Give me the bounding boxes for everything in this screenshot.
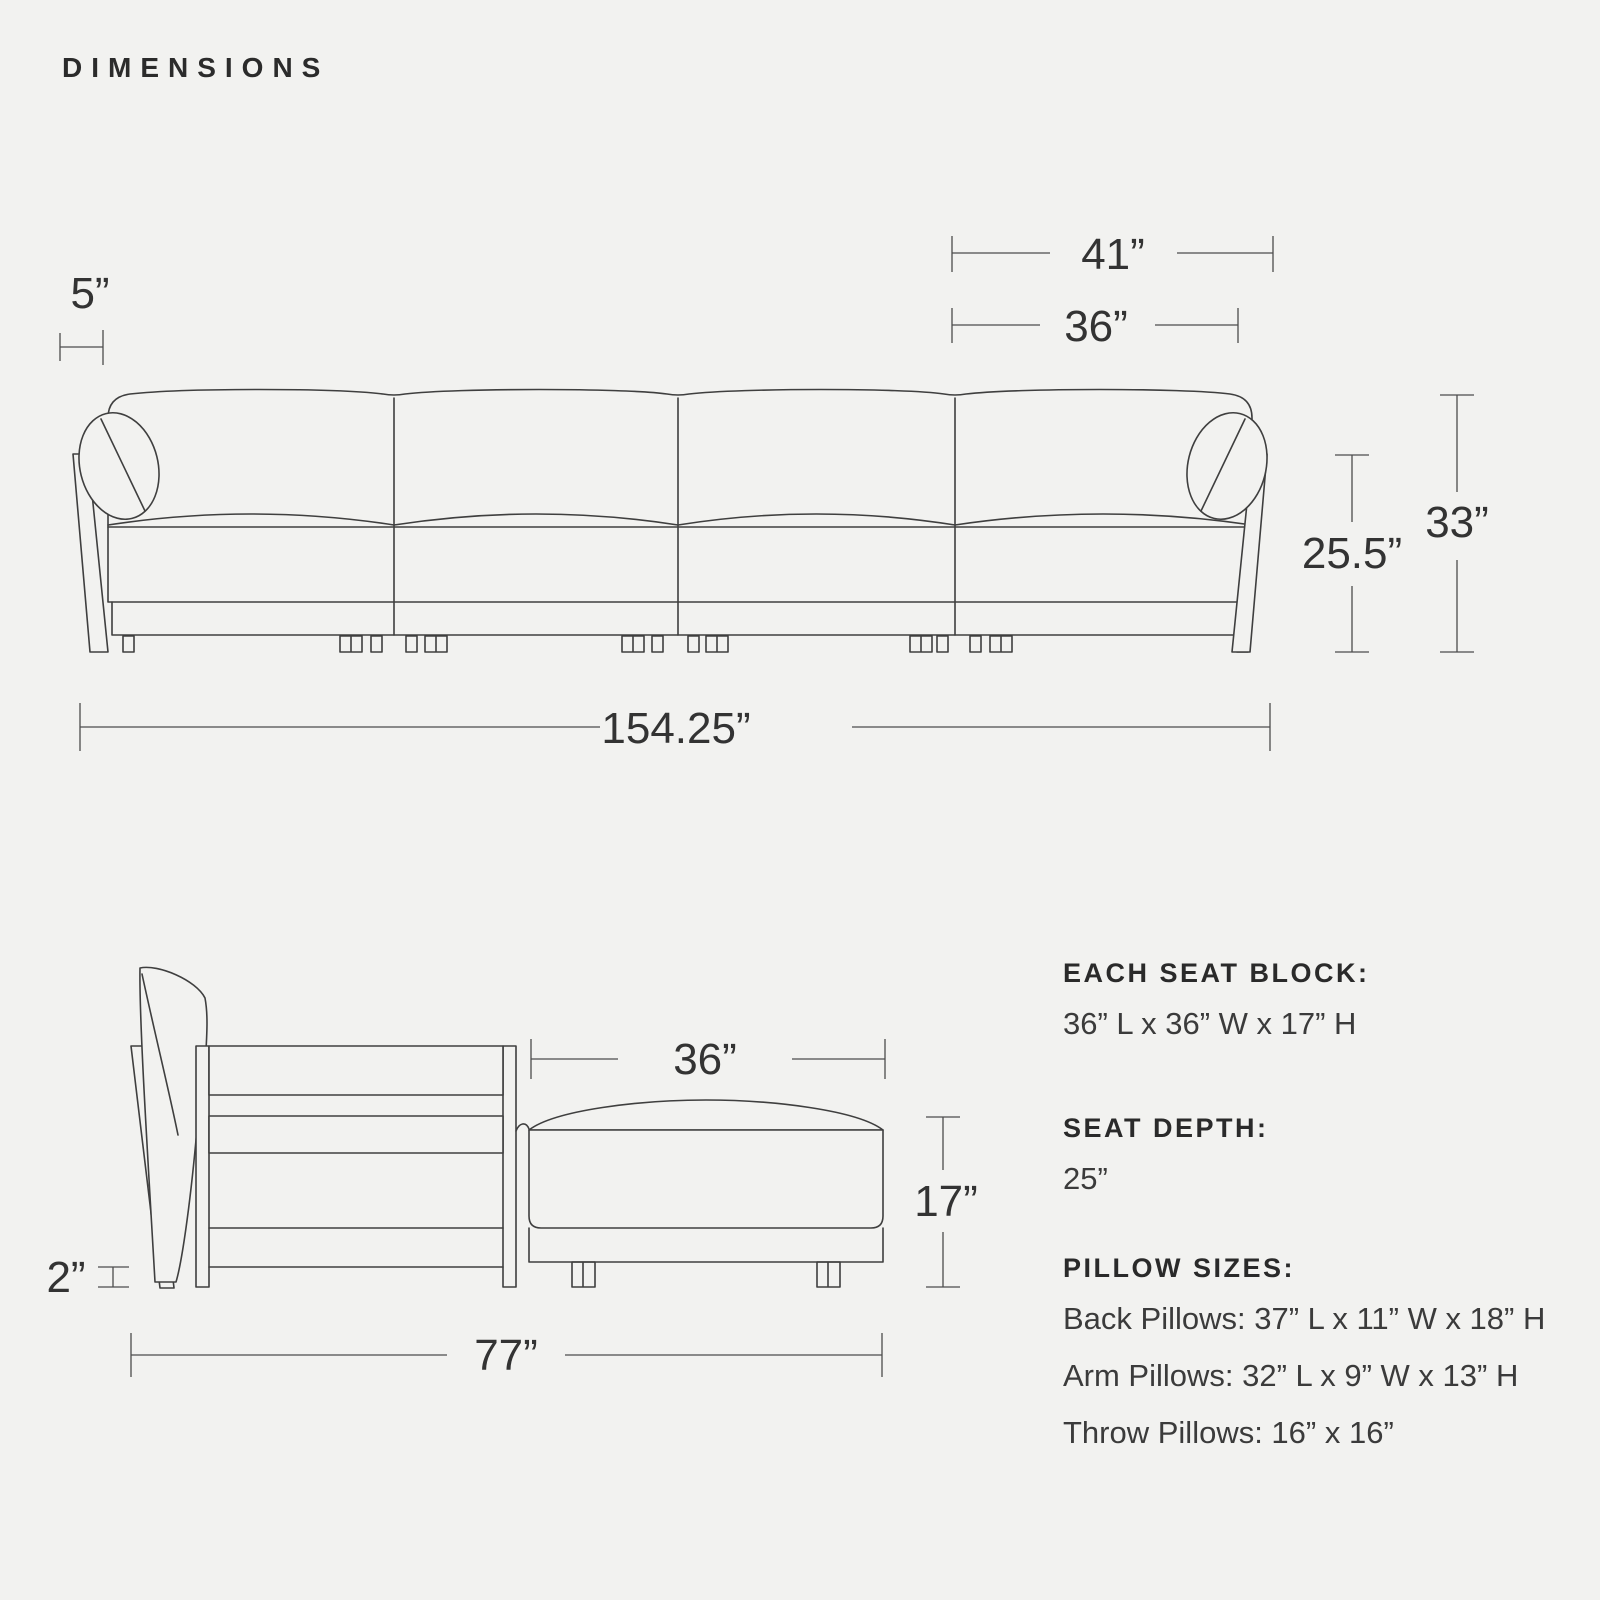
dim-leg-clearance-label: 2” <box>46 1253 86 1302</box>
spec-value-throw-pillows: Throw Pillows: 16” x 16” <box>1063 1415 1394 1450</box>
dim-chaise-length-label: 36” <box>673 1035 737 1084</box>
dim-corner-module-label: 41” <box>1081 230 1145 279</box>
spec-value-arm-pillows: Arm Pillows: 32” L x 9” W x 13” H <box>1063 1358 1519 1393</box>
dim-seat-height-label: 17” <box>914 1177 978 1226</box>
spec-heading-seat-block: EACH SEAT BLOCK: <box>1063 958 1370 988</box>
page-title: DIMENSIONS <box>62 52 330 83</box>
spec-value-back-pillows: Back Pillows: 37” L x 11” W x 18” H <box>1063 1301 1546 1336</box>
dim-seat-back-height-label: 25.5” <box>1301 529 1403 578</box>
dim-overall-height-label: 33” <box>1425 498 1489 547</box>
spec-heading-pillow-sizes: PILLOW SIZES: <box>1063 1253 1295 1283</box>
dim-seat-module-label: 36” <box>1064 302 1128 351</box>
spec-value-seat-depth: 25” <box>1063 1161 1108 1196</box>
spec-value-seat-block: 36” L x 36” W x 17” H <box>1063 1006 1357 1041</box>
dim-overall-depth-label: 77” <box>474 1331 538 1380</box>
spec-heading-seat-depth: SEAT DEPTH: <box>1063 1113 1269 1143</box>
dim-arm-width-label: 5” <box>70 269 110 318</box>
dim-overall-width-label: 154.25” <box>601 704 751 753</box>
